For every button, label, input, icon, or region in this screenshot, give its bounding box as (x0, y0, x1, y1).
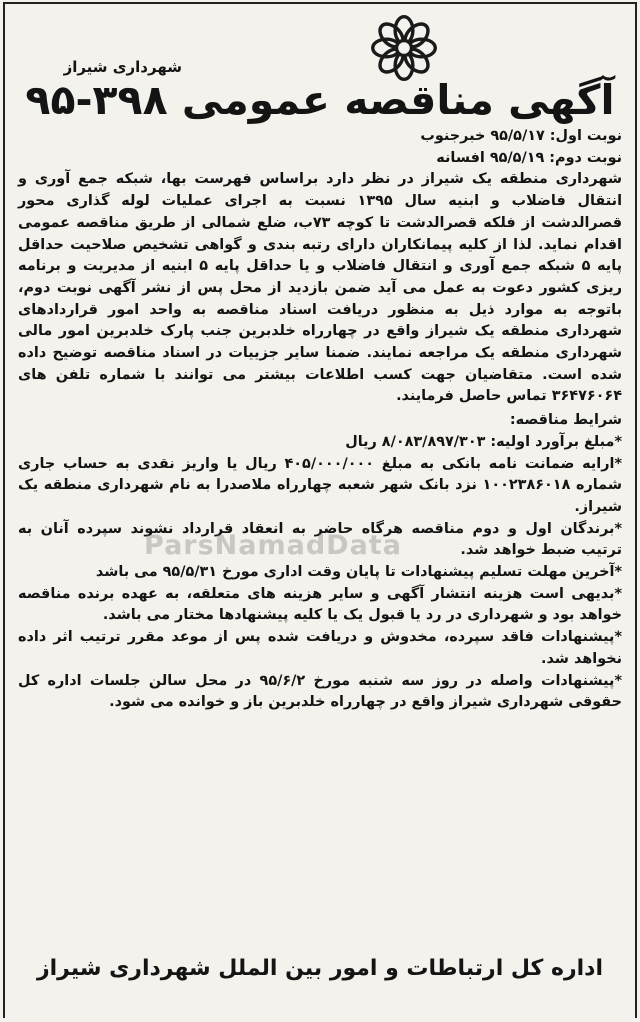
condition-item: *پیشنهادات واصله در روز سه شنبه مورخ ۹۵/۶/۲ در محل سالن جلسات اداره کل حقوقی شهرداری شیراز واقع در چهارراه خلدبرین باز و خوانده می شود. (18, 672, 622, 711)
notice-body (18, 126, 622, 714)
condition-item: *آخرین مهلت تسلیم پیشنهادات تا پایان وقت اداری مورخ ۹۵/۵/۳۱ می باشد (95, 564, 622, 581)
publish-first: نوبت اول: ۹۵/۵/۱۷ خبرجنوب (420, 128, 622, 144)
footer-signature: اداره کل ارتباطات و امور بین الملل شهرداری شیراز (36, 956, 604, 981)
notice-title: آگهی مناقصه عمومی ۳۹۸-۹۵ (25, 76, 615, 124)
conditions-label: شرایط مناقصه: (509, 412, 622, 429)
main-paragraph: شهرداری منطقه یک شیراز در نظر دارد براساس فهرست بها، شبکه جمع آوری و انتقال فاضلاب و ابنیه سال ۱۳۹۵ نسبت به اجرای عملیات لوله گذاری محور قصرالدشت از فلکه قصرالدشت تا کوچه ۷۳ب، ضلع شمالی از طریق مناقصه عمومی اقدام نماید. لذا از کلیه پیمانکاران دارای رتبه بندی و گواهی تشخیص صلاحیت حداقل پایه ۵ شبکه جمع آوری و انتقال فاضلاب و یا حداقل پایه ۵ ابنیه از مدیریت و برنامه ریزی کشور دعوت به عمل می آید ضمن بازدید از محل پس از نشر آگهی نوبت دوم، باتوجه به موارد ذیل به منظور دریافت اسناد مناقصه به واحد امور قراردادهای شهرداری منطقه یک شیراز واقع در چهارراه خلدبرین جنب پارک خلدبرین امور مالی شهرداری منطقه یک مراجعه نمایند. ضمنا سایر جزییات در اسناد مناقصه توضیح داده شده است. متقاضیان جهت کسب اطلاعات بیشتر می توانند با شماره تلفن های ۳۶۴۷۶۰۶۴ تماس حاصل فرمایند. (18, 171, 623, 405)
condition-item: *مبلغ برآورد اولیه: ۸/۰۸۳/۸۹۷/۳۰۳ ریال (345, 433, 622, 450)
publish-second: نوبت دوم: ۹۵/۵/۱۹ افسانه (436, 149, 622, 166)
condition-item: *بدیهی است هزینه انتشار آگهی و سایر هزینه های متعلقه، به عهده برنده مناقصه خواهد بود و شهرداری در رد یا قبول یک یا کلیه پیشنهادها مختار می باشد. (18, 585, 622, 624)
border-left (3, 2, 5, 1018)
border-top (4, 2, 636, 4)
watermark: ParsNamadData (144, 530, 402, 561)
header (18, 14, 622, 126)
condition-item: *ارایه ضمانت نامه بانکی به مبلغ ۴۰۵/۰۰۰/۰۰۰ ریال یا واریز نقدی به حساب جاری شماره ۱۰۰۲۳۸۶۰۱۸ نزد بانک شهر شعبه چهارراه ملاصدرا به نام شهرداری منطقه یک شیراز. (18, 455, 622, 515)
border-right (635, 2, 637, 1018)
condition-item: *پیشنهادات فاقد سپرده، مخدوش و دریافت شده پس از موعد مقرر ترتیب اثر داده نخواهد شد. (18, 629, 622, 667)
condition-item: *برندگان اول و دوم مناقصه هرگاه حاضر به انعقاد قرارداد نشوند سپرده آنان به ترتیب ضبط خواهد شد. (18, 520, 622, 559)
shiraz-municipality-logo-icon (370, 14, 438, 82)
municipality-name: شهرداری شیراز (63, 58, 182, 76)
